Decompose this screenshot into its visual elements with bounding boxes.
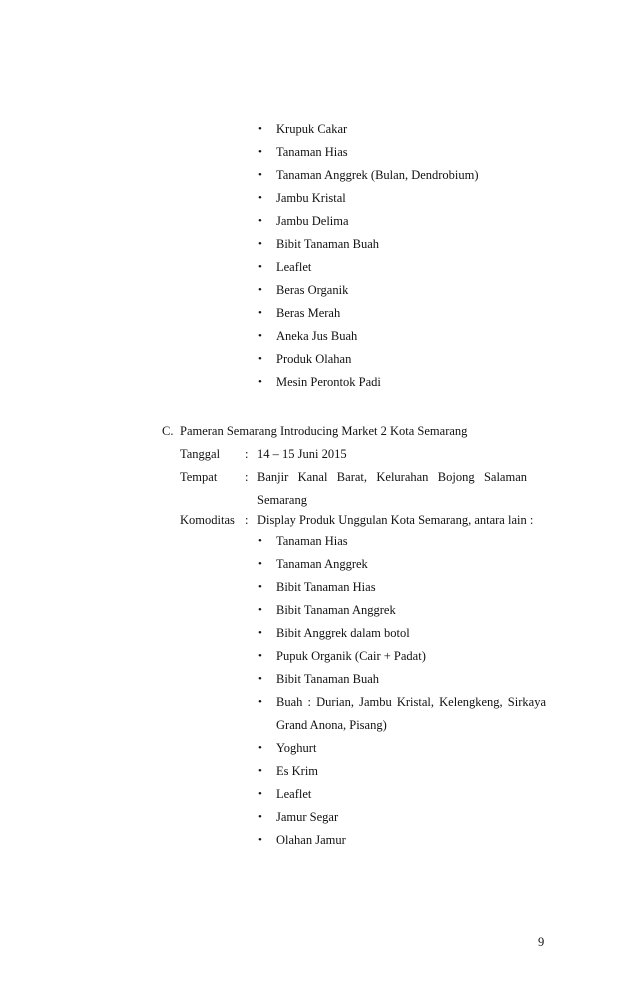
list-item-text: Bibit Tanaman Buah <box>276 672 380 686</box>
bullet-icon: • <box>258 238 262 250</box>
list-item-text: Produk Olahan <box>276 352 352 366</box>
list-item <box>258 530 546 553</box>
list-item-text: Mesin Perontok Padi <box>276 375 381 389</box>
list-item-text: Jamur Segar <box>276 810 339 824</box>
list-item-text: Tanaman Hias <box>276 534 348 548</box>
bullet-icon: • <box>258 169 262 181</box>
section-title: Pameran Semarang Introducing Market 2 Kota Semarang <box>180 424 468 438</box>
komoditas-value: Display Produk Unggulan Kota Semarang, antara lain : <box>257 513 534 527</box>
list-item-text: Bibit Anggrek dalam botol <box>276 626 410 640</box>
page-number: 9 <box>538 935 545 949</box>
list-item <box>258 737 546 760</box>
list-item-text: Tanaman Hias <box>276 145 348 159</box>
list-item-text: Tanaman Anggrek (Bulan, Dendrobium) <box>276 168 479 182</box>
bullet-icon: • <box>258 215 262 227</box>
list-item-text: Krupuk Cakar <box>276 122 348 136</box>
bullet-icon: • <box>258 673 262 685</box>
tempat-value-line2: Semarang <box>257 493 307 507</box>
list-item-text: Aneka Jus Buah <box>276 329 358 343</box>
komoditas-label: Komoditas <box>180 513 235 527</box>
list-item-text: Beras Organik <box>276 283 349 297</box>
list-item <box>258 760 546 783</box>
bullet-icon: • <box>258 535 262 547</box>
bullet-icon: • <box>258 765 262 777</box>
list-item <box>258 118 479 141</box>
tanggal-value: 14 – 15 Juni 2015 <box>257 447 347 461</box>
bullet-icon: • <box>258 261 262 273</box>
bullet-icon: • <box>258 811 262 823</box>
list-item <box>258 645 546 668</box>
list-item <box>258 599 546 622</box>
bullet-icon: • <box>258 353 262 365</box>
bullet-icon: • <box>258 696 262 708</box>
list-item-text: Bibit Tanaman Anggrek <box>276 603 396 617</box>
product-list-top <box>258 118 479 394</box>
list-item <box>258 829 546 852</box>
bullet-icon: • <box>258 650 262 662</box>
list-item <box>258 141 479 164</box>
list-item-text: Leaflet <box>276 260 312 274</box>
bullet-icon: • <box>258 788 262 800</box>
list-item-text: Leaflet <box>276 787 312 801</box>
bullet-icon: • <box>258 192 262 204</box>
bullet-icon: • <box>258 330 262 342</box>
list-item-text: Pupuk Organik (Cair + Padat) <box>276 649 426 663</box>
list-item-text: Yoghurt <box>276 741 317 755</box>
list-item <box>258 806 546 829</box>
bullet-icon: • <box>258 284 262 296</box>
list-item-text: Tanaman Anggrek <box>276 557 368 571</box>
list-item <box>258 553 546 576</box>
tanggal-label: Tanggal <box>180 447 221 461</box>
list-item-text: Jambu Delima <box>276 214 349 228</box>
section-c-heading <box>162 420 467 443</box>
tempat-label: Tempat <box>180 470 218 484</box>
bullet-icon: • <box>258 123 262 135</box>
list-item <box>258 302 479 325</box>
list-item-text: Olahan Jamur <box>276 833 346 847</box>
list-item-text: Jambu Kristal <box>276 191 346 205</box>
list-item <box>258 233 479 256</box>
komoditas-list <box>258 530 546 852</box>
list-item <box>258 622 546 645</box>
list-item <box>258 783 546 806</box>
bullet-icon: • <box>258 604 262 616</box>
list-item-text: Beras Merah <box>276 306 341 320</box>
list-item <box>258 576 546 599</box>
list-item <box>258 210 479 233</box>
list-item <box>258 187 479 210</box>
bullet-icon: • <box>258 558 262 570</box>
komoditas-colon: : <box>245 513 249 527</box>
list-item <box>258 348 479 371</box>
bullet-icon: • <box>258 742 262 754</box>
bullet-icon: • <box>258 146 262 158</box>
list-item-text: Bibit Tanaman Buah <box>276 237 380 251</box>
section-letter: C. <box>162 424 174 438</box>
tempat-value-line1: Banjir Kanal Barat, Kelurahan Bojong Salaman <box>257 470 527 484</box>
list-item <box>258 256 479 279</box>
bullet-icon: • <box>258 307 262 319</box>
list-item <box>258 164 479 187</box>
list-item <box>258 279 479 302</box>
list-item <box>258 371 479 394</box>
list-item <box>258 668 546 691</box>
list-item <box>258 691 546 737</box>
list-item-text: Bibit Tanaman Hias <box>276 580 376 594</box>
list-item-text: Buah : Durian, Jambu Kristal, Kelengkeng, Sirkaya Grand Anona, Pisang) <box>276 695 546 732</box>
bullet-icon: • <box>258 834 262 846</box>
tanggal-colon: : <box>245 447 249 461</box>
bullet-icon: • <box>258 376 262 388</box>
bullet-icon: • <box>258 581 262 593</box>
list-item-text: Es Krim <box>276 764 319 778</box>
bullet-icon: • <box>258 627 262 639</box>
list-item <box>258 325 479 348</box>
tempat-colon: : <box>245 470 249 484</box>
